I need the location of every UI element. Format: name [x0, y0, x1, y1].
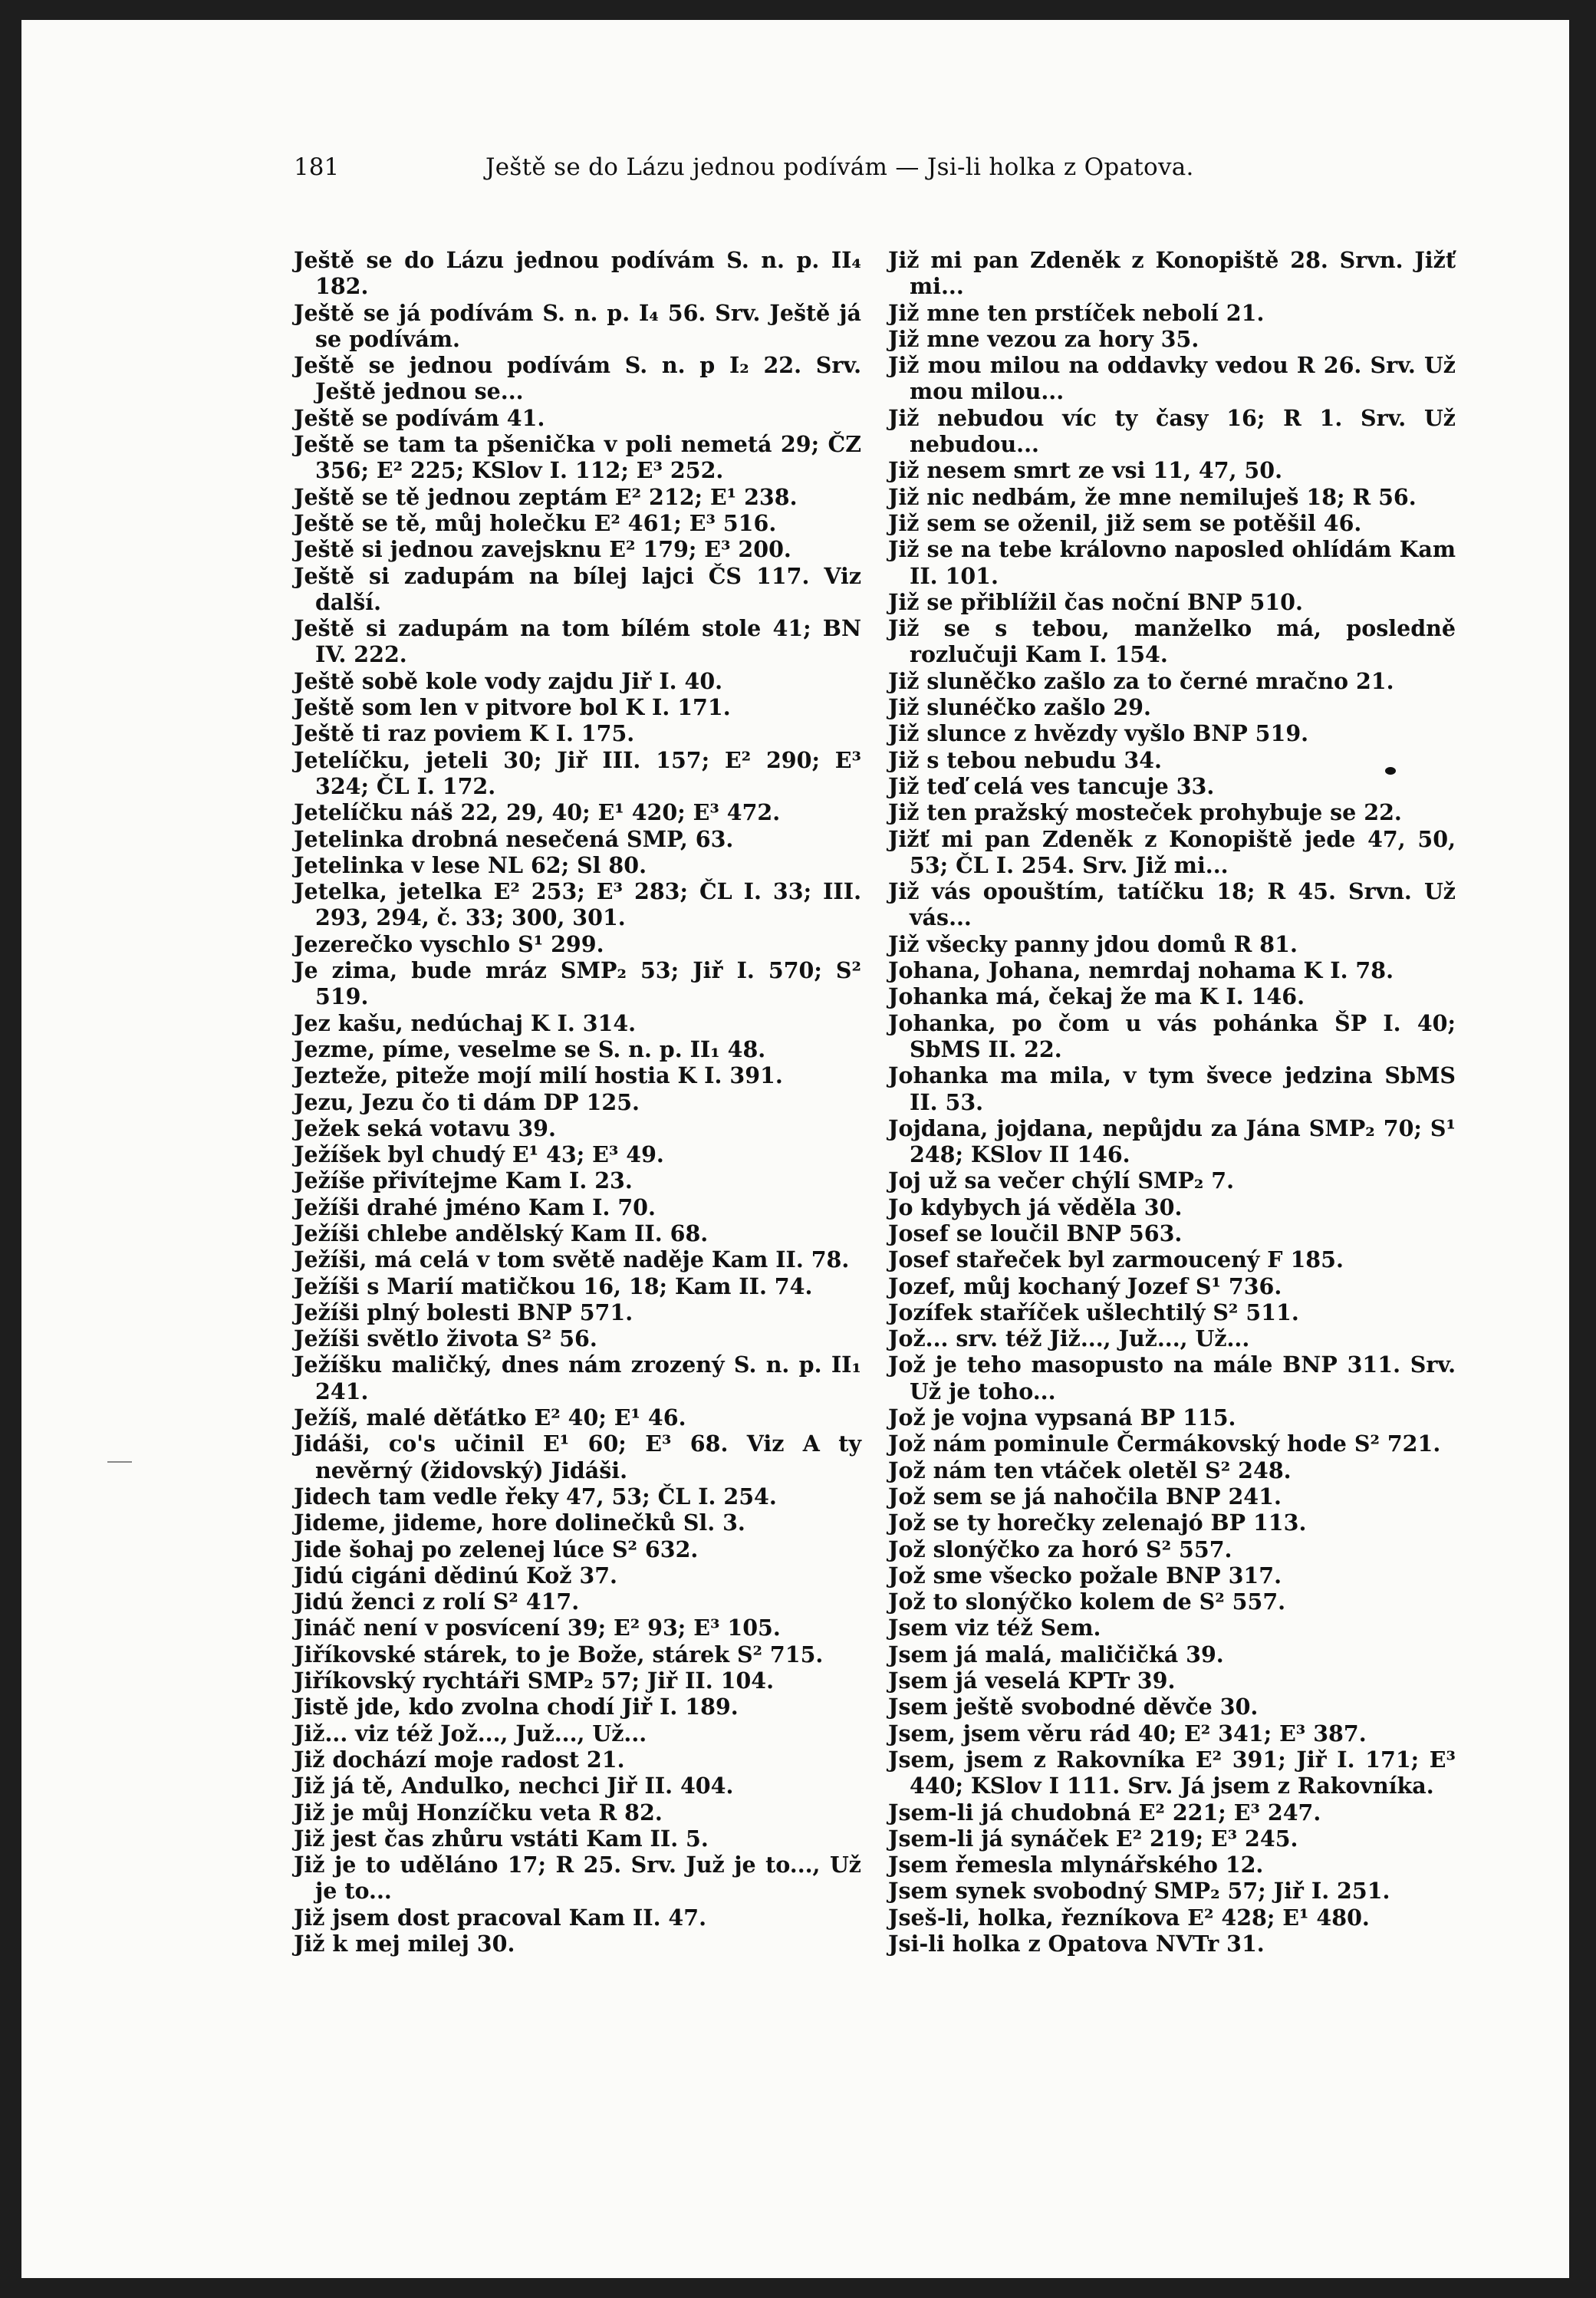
index-entry: Jiříkovské stárek, to je Bože, stárek S² 715.: [294, 1641, 824, 1668]
index-entry: Johanka ma mila, v tym švece jedzina SbMS II. 53.: [888, 1062, 1456, 1115]
index-entry: Již slunce z hvězdy vyšlo BNP 519.: [888, 720, 1309, 747]
index-entry: Ježek seká votavu 39.: [294, 1114, 556, 1141]
index-entry: Jož slonýčko za horó S² 557.: [888, 1536, 1232, 1562]
index-entry: Jsem-li já chudobná E² 221; E³ 247.: [888, 1799, 1321, 1826]
index-entry: Již teď celá ves tancuje 33.: [888, 772, 1215, 799]
running-title: Ještě se do Lázu jednou podívám — Jsi-li holka z Opatova.: [485, 153, 1194, 181]
index-entry: Ještě se tě jednou zeptám E² 212; E¹ 238.: [294, 483, 798, 510]
index-entry: Ježíši plný bolesti BNP 571.: [294, 1299, 633, 1325]
index-entry: Ještě si jednou zavejsknu E² 179; E³ 200.: [294, 536, 791, 563]
index-entry: Johanka, po čom u vás pohánka ŠP I. 40; SbMS II. 22.: [888, 1009, 1456, 1062]
index-entry: Jsem já veselá KPTr 39.: [888, 1668, 1176, 1694]
index-entry: Jsem viz též Sem.: [888, 1615, 1101, 1641]
index-entry: Ještě som len v pitvore bol K I. 171.: [294, 694, 731, 721]
index-entry: Ježíše přivítejme Kam I. 23.: [294, 1167, 633, 1194]
index-entry: Jetelinka v lese NL 62; Sl 80.: [294, 851, 647, 878]
index-entry: Ještě si zadupám na tom bílém stole 41; BN IV. 222.: [294, 615, 861, 668]
index-entry: Ještě se já podívám S. n. p. I₄ 56. Srv. Ještě já se podívám.: [294, 299, 861, 352]
index-entry: Již se s tebou, manželko má, posledně rozlučuji Kam I. 154.: [888, 615, 1456, 668]
index-entry: Již je to uděláno 17; R 25. Srv. Juž je to..., Už je to...: [294, 1852, 861, 1905]
index-entry: Jsem synek svobodný SMP₂ 57; Jiř I. 251.: [888, 1878, 1390, 1905]
index-entry: Jsem-li já synáček E² 219; E³ 245.: [888, 1825, 1298, 1852]
index-entry: Jezerečko vyschlo S¹ 299.: [294, 930, 604, 957]
index-entry: Ještě sobě kole vody zajdu Jiř I. 40.: [294, 667, 723, 694]
index-entry: Ježíši chlebe andělský Kam II. 68.: [294, 1220, 709, 1246]
index-entry: Jsem, jsem z Rakovníka E² 391; Jiř I. 171; E³ 440; KSlov I 111. Srv. Já jsem z Rakovníka.: [888, 1746, 1456, 1799]
index-entry: Ještě si zadupám na bílej lajci ČS 117. Viz další.: [294, 562, 861, 615]
index-entry: Již nesem smrt ze vsi 11, 47, 50.: [888, 457, 1283, 484]
index-entry: Jezme, píme, veselme se S. n. p. II₁ 48.: [294, 1035, 766, 1062]
index-entry: Již sem se oženil, již sem se potěšil 46.: [888, 509, 1362, 536]
index-entry: Ještě ti raz poviem K I. 175.: [294, 720, 635, 747]
index-entry: Johana, Johana, nemrdaj nohama K I. 78.: [888, 957, 1394, 984]
index-entry: Ježíši drahé jméno Kam I. 70.: [294, 1193, 656, 1220]
index-entry: Jož nám pominule Čermákovský hode S² 721.: [888, 1430, 1441, 1457]
index-entry: Ještě se jednou podívám S. n. p I₂ 22. Srv. Ještě jednou se...: [294, 352, 861, 405]
index-entry: Jiříkovský rychtáři SMP₂ 57; Jiř II. 104.: [294, 1668, 775, 1694]
index-entry: Ještě se tě, můj holečku E² 461; E³ 516.: [294, 509, 777, 536]
index-entry: Ježíšku maličký, dnes nám zrozený S. n. p. II₁ 241.: [294, 1351, 861, 1404]
index-entry: Již mne vezou za hory 35.: [888, 325, 1199, 352]
index-entry: Již ten pražský mostеček prohybuje se 22.: [888, 799, 1402, 826]
index-entry: Již já tě, Andulko, nechci Jiř II. 404.: [294, 1773, 734, 1799]
index-entry: Jozef, můj kochaný Jozef S¹ 736.: [888, 1272, 1282, 1299]
index-entry: Již slunéčko zašlo 29.: [888, 694, 1151, 721]
index-entry: Jojdana, jojdana, nepůjdu za Jána SMP₂ 70; S¹ 248; KSlov II 146.: [888, 1114, 1456, 1168]
index-entry: Jide šohaj po zelenej lúce S² 632.: [294, 1536, 699, 1562]
index-entry: Jináč není v posvícení 39; E² 93; E³ 105.: [294, 1615, 781, 1641]
index-entry: Již s tebou nebudu 34.: [888, 746, 1162, 773]
book-page: [21, 20, 1569, 2278]
index-entry: Již nic nedbám, že mne nemiluješ 18; R 56.: [888, 483, 1417, 510]
index-entry: Jezteže, pitеže mojí milí hostia K I. 391.: [294, 1062, 783, 1089]
index-entry: Jo kdybych já věděla 30.: [888, 1193, 1183, 1220]
index-entry: Již sluněčko zašlo za to černé mračno 21.: [888, 667, 1394, 694]
index-entry: Josef se loučil BNP 563.: [888, 1220, 1183, 1246]
margin-mark: [107, 1461, 132, 1463]
index-entry: Jož je teho masopusto na mále BNP 311. Srv. Už je toho...: [888, 1351, 1456, 1404]
index-entry: Již nebudou víc ty časy 16; R 1. Srv. Už nebudou...: [888, 404, 1456, 458]
index-entry: Již mne ten prstíček nebolí 21.: [888, 299, 1265, 326]
index-entry: Jidáši, co's učinil E¹ 60; E³ 68. Viz A ty nevěrný (židovský) Jidáši.: [294, 1430, 861, 1483]
index-entry: Jidech tam vedle řeky 47, 53; ČL I. 254.: [294, 1483, 777, 1510]
index-entry: Jsem řemesla mlynářského 12.: [888, 1852, 1264, 1878]
index-column-left: [294, 247, 861, 1957]
index-entry: Jož sem se já nahočila BNP 241.: [888, 1483, 1282, 1510]
index-entry: Ježíšek byl chudý E¹ 43; E³ 49.: [294, 1141, 664, 1168]
index-entry: Jož to slonýčko kolem de S² 557.: [888, 1589, 1286, 1615]
index-entry: Jideme, jideme, hore dolinečků Sl. 3.: [294, 1510, 745, 1536]
index-entry: Již se na tebe královno naposled ohlídám Kam II. 101.: [888, 536, 1456, 589]
index-entry: Johanka má, čekaj že ma K I. 146.: [888, 983, 1305, 1010]
index-entry: Jezu, Jezu čo ti dám DP 125.: [294, 1088, 640, 1115]
index-entry: Jož se ty horečky zelenajó BP 113.: [888, 1510, 1307, 1536]
index-entry: Již mi pan Zdeněk z Konopiště 28. Srvn. Jižť mi...: [888, 247, 1456, 300]
index-entry: Jož... srv. též Již..., Juž..., Už...: [888, 1325, 1250, 1352]
ink-spot: [1385, 767, 1396, 775]
index-entry: Ještě se do Lázu jednou podívám S. n. p. II₄ 182.: [294, 247, 861, 300]
index-entry: Již jest čas zhůru vstáti Kam II. 5.: [294, 1825, 709, 1852]
index-entry: Již k mej milej 30.: [294, 1931, 515, 1957]
index-entry: Již je můj Honzíčku veta R 82.: [294, 1799, 663, 1826]
index-entry: Jozífek staříček ušlechtilý S² 511.: [888, 1299, 1299, 1325]
index-entry: Jidú cigáni dědinú Kož 37.: [294, 1562, 617, 1589]
index-entry: Jižť mi pan Zdeněk z Konopiště jede 47, 50, 53; ČL I. 254. Srv. Již mi...: [888, 825, 1456, 878]
index-entry: Ještě se podívám 41.: [294, 404, 545, 431]
index-entry: Jistě jde, kdo zvolna chodí Jiř I. 189.: [294, 1694, 739, 1720]
index-entry: Již jsem dost pracoval Kam II. 47.: [294, 1904, 707, 1931]
index-entry: Již vás opouštím, tatíčku 18; R 45. Srvn. Už vás...: [888, 878, 1456, 931]
index-entry: Jez kašu, nedúchaj K I. 314.: [294, 1009, 637, 1036]
index-entry: Je zima, bude mráz SMP₂ 53; Jiř I. 570; S² 519.: [294, 957, 861, 1010]
index-entry: Jidú ženci z rolí S² 417.: [294, 1589, 580, 1615]
index-entry: Jsi-li holka z Opatova NVTr 31.: [888, 1931, 1265, 1957]
index-entry: Jsem, jsem věru rád 40; E² 341; E³ 387.: [888, 1720, 1367, 1747]
index-column-right: [888, 247, 1456, 1957]
index-entry: Ježíši s Marií matičkou 16, 18; Kam II. 74.: [294, 1272, 813, 1299]
index-entry: Již se přiblížil čas noční BNP 510.: [888, 588, 1303, 615]
index-entry: Ještě se tam ta pšenička v poli nemetá 29; ČZ 356; E² 225; KSlov I. 112; E³ 252.: [294, 431, 861, 484]
index-entry: Již mou milou na oddavky vedou R 26. Srv. Už mou milou...: [888, 352, 1456, 405]
index-entry: Jetelinka drobná nesečená SMP, 63.: [294, 825, 734, 852]
index-entry: Jsem já malá, maličičká 39.: [888, 1641, 1224, 1668]
index-entry: Jseš-li, holka, řezníkova E² 428; E¹ 480.: [888, 1904, 1370, 1931]
index-entry: Jož nám ten vtáček oletěl S² 248.: [888, 1457, 1292, 1483]
index-entry: Ježíši, má celá v tom světě naděje Kam II. 78.: [294, 1246, 850, 1273]
index-entry: Jetelka, jetelka E² 253; E³ 283; ČL I. 33; III. 293, 294, č. 33; 300, 301.: [294, 878, 861, 931]
index-entry: Josef stařeček byl zarmoucený F 185.: [888, 1246, 1344, 1273]
index-entry: Jož sme všecko požale BNP 317.: [888, 1562, 1282, 1589]
index-entry: Již... viz též Jož..., Juž..., Už...: [294, 1720, 647, 1747]
index-entry: Jetelíčku, jeteli 30; Jiř III. 157; E² 290; E³ 324; ČL I. 172.: [294, 746, 861, 799]
index-entry: Již dochází moje radost 21.: [294, 1746, 625, 1773]
index-entry: Jsem ještě svobodné děvče 30.: [888, 1694, 1259, 1720]
index-entry: Joj už sa večer chýlí SMP₂ 7.: [888, 1167, 1235, 1194]
index-entry: Ježíš, malé děťátko E² 40; E¹ 46.: [294, 1404, 686, 1431]
index-entry: Ježíši světlo života S² 56.: [294, 1325, 597, 1352]
page-number: 181: [294, 153, 340, 181]
index-entry: Již všecky panny jdou domů R 81.: [888, 930, 1298, 957]
index-entry: Jetelíčku náš 22, 29, 40; E¹ 420; E³ 472.: [294, 799, 781, 826]
index-entry: Jož je vojna vypsaná BP 115.: [888, 1404, 1236, 1431]
